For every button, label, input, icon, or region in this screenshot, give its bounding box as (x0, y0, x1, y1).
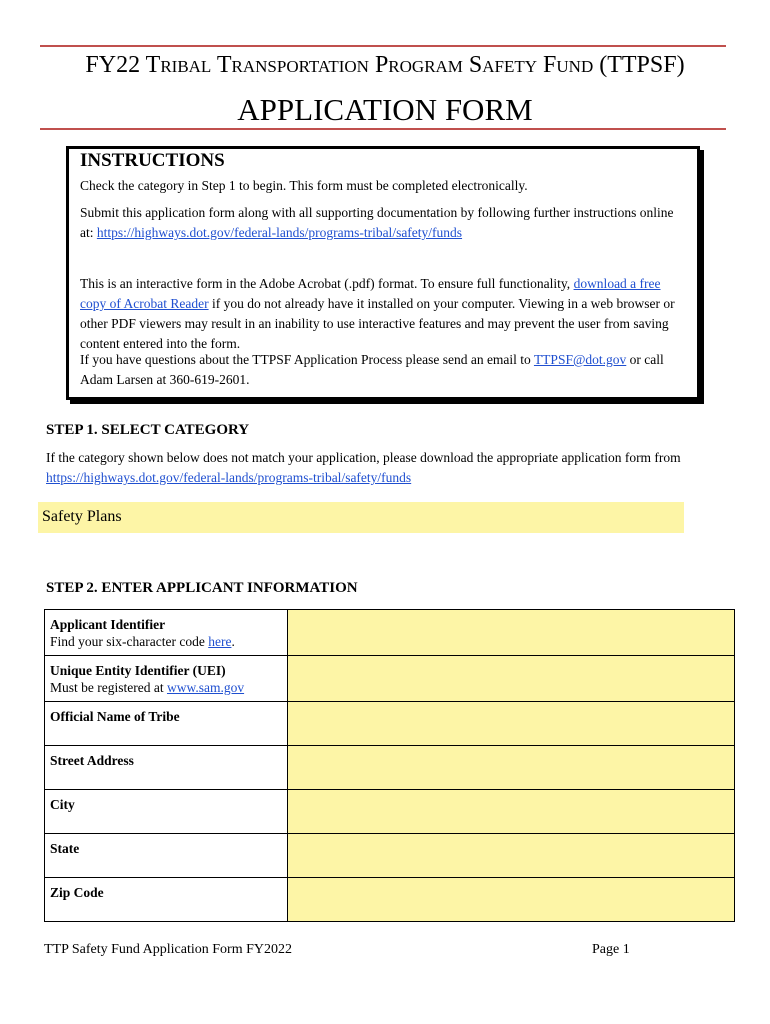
applicant-identifier-title: Applicant Identifier (50, 617, 166, 632)
top-rule (40, 45, 726, 47)
street-address-input[interactable] (288, 746, 734, 770)
table-row (45, 878, 735, 922)
state-title: State (50, 841, 80, 856)
step1-text-body: If the category shown below does not match your application, please download the appropriate application form from (46, 450, 681, 465)
footer-page-number: Page 1 (592, 942, 630, 957)
city-cell (288, 790, 735, 834)
step1-text (46, 448, 736, 488)
instructions-paragraph-4 (80, 350, 680, 390)
here-link[interactable]: here (208, 634, 232, 649)
street-address-cell (288, 746, 735, 790)
zip-code-label (45, 878, 288, 922)
city-input[interactable] (288, 790, 734, 814)
applicant-identifier-hint-tail: . (231, 634, 235, 649)
tribe-name-cell (288, 702, 735, 746)
city-label (45, 790, 288, 834)
step2-heading: STEP 2. ENTER APPLICANT INFORMATION (46, 580, 358, 596)
instructions-p4-tail: or call Adam Larsen at 360-619-2601. (80, 352, 664, 387)
instructions-paragraph-1: Check the category in Step 1 to begin. This form must be completed electronically. (80, 178, 528, 193)
instructions-paragraph-3 (80, 274, 680, 354)
street-address-label (45, 746, 288, 790)
street-address-title: Street Address (50, 753, 134, 768)
zip-code-cell (288, 878, 735, 922)
uei-cell (288, 656, 735, 702)
table-row (45, 656, 735, 702)
uei-input[interactable] (288, 656, 734, 680)
form-title-line2: APPLICATION FORM (237, 92, 533, 127)
tribe-name-title: Official Name of Tribe (50, 709, 180, 724)
table-row (45, 834, 735, 878)
tribe-name-label (45, 702, 288, 746)
sam-gov-link[interactable]: www.sam.gov (166, 680, 245, 695)
instructions-heading: INSTRUCTIONS (80, 150, 225, 171)
state-input[interactable] (288, 834, 734, 858)
uei-hint: Must be registered at (50, 680, 167, 695)
category-field[interactable]: Safety Plans (38, 502, 684, 533)
table-row (45, 790, 735, 834)
funds-link[interactable]: https://highways.dot.gov/federal-lands/programs-tribal/safety/funds (96, 225, 463, 240)
instructions-p4-text: If you have questions about the TTPSF Application Process please send an email to (80, 352, 534, 367)
footer-form-name: TTP Safety Fund Application Form FY2022 (44, 942, 292, 957)
instructions-paragraph-2 (80, 203, 680, 243)
table-row (45, 746, 735, 790)
tribe-name-input[interactable] (288, 702, 734, 726)
zip-code-input[interactable] (288, 878, 734, 902)
applicant-info-table (44, 609, 735, 922)
state-label (45, 834, 288, 878)
uei-title: Unique Entity Identifier (UEI) (50, 663, 226, 678)
zip-code-title: Zip Code (50, 885, 104, 900)
applicant-identifier-input[interactable] (288, 610, 734, 634)
uei-label (45, 656, 288, 702)
form-title-line1: FY22 Tribal Transportation Program Safety Fund (TTPSF) (85, 52, 685, 78)
table-row (45, 702, 735, 746)
state-cell (288, 834, 735, 878)
table-row (45, 610, 735, 656)
instructions-p2-text: Submit this application form along with all supporting documentation by following further instructions online at: (80, 205, 674, 240)
instructions-p3-text: This is an interactive form in the Adobe Acrobat (.pdf) format. To ensure full functionality, (80, 276, 574, 291)
step1-funds-link[interactable]: https://highways.dot.gov/federal-lands/programs-tribal/safety/funds (46, 470, 412, 485)
title-rule (40, 128, 726, 130)
applicant-identifier-cell (288, 610, 735, 656)
city-title: City (50, 797, 75, 812)
instructions-p3-tail: if you do not already have it installed on your computer. Viewing in a web browser or other PDF viewers may result in an inability to use interactive features and may prevent the user from saving content entered into the form. (80, 296, 675, 351)
applicant-identifier-label (45, 610, 288, 656)
email-link[interactable]: TTPSF@dot.gov (533, 352, 627, 367)
step1-heading: STEP 1. SELECT CATEGORY (46, 422, 250, 438)
acrobat-reader-link[interactable]: download a free copy of Acrobat Reader (80, 276, 661, 311)
applicant-identifier-hint: Find your six-character code (50, 634, 209, 649)
